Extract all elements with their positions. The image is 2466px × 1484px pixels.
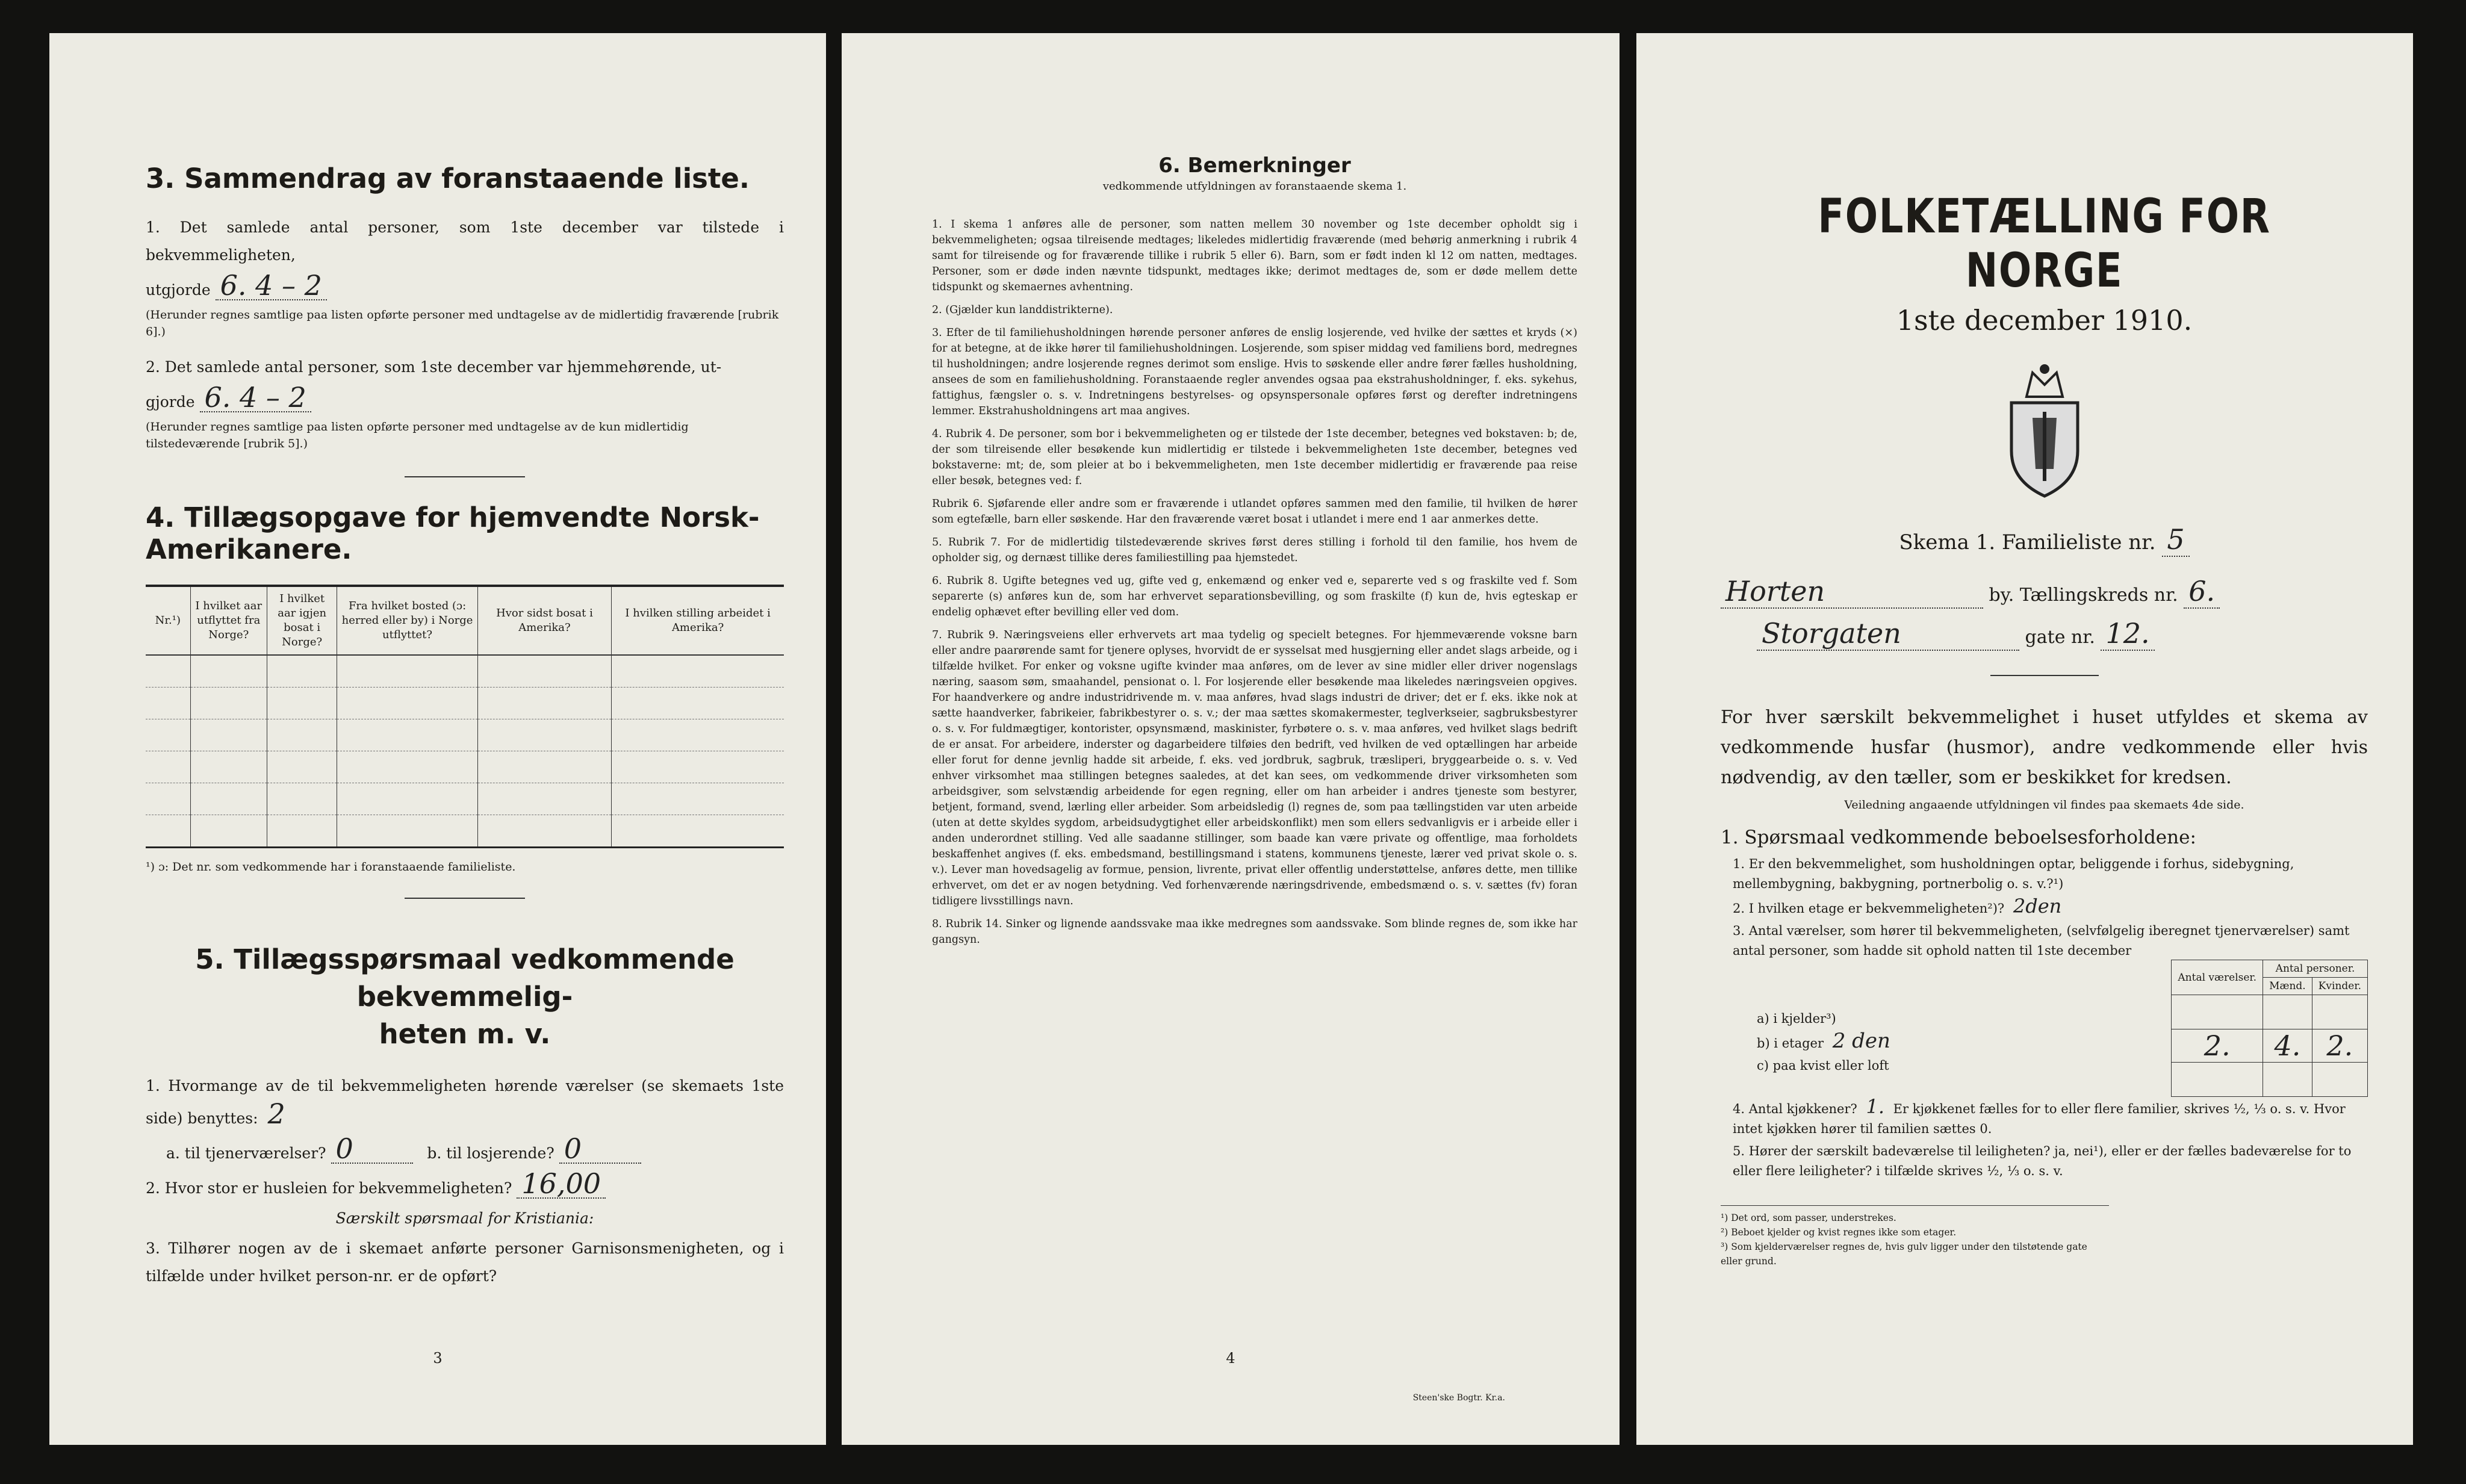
s3-answer-2 xyxy=(146,383,784,416)
remark-4b: Rubrik 6. Sjøfarende eller andre som er fraværende i utlandet opføres sammen med den familie, til hvilken de hører som egtefælle, barn eller søskende. Har den fraværende været bosat i utlandet i mere end 1 aar anmerkes dette. xyxy=(932,498,1577,526)
row-b-label: b) i etager xyxy=(1757,1036,1824,1051)
row-b-handwriting: 2 den xyxy=(1832,1029,1890,1053)
women-header: Kvinder. xyxy=(2312,978,2367,995)
footnote-1: ¹) Det ord, som passer, understrekes. xyxy=(1721,1212,1896,1223)
remark-5: 5. Rubrik 7. For de midlertidig tilstedeværende skrives først deres stilling i forhold til den familie, hos hvem de opholder sig, og dernæst tillike deres familiestilling paa hjemstedet. xyxy=(932,536,1577,564)
page-4 xyxy=(842,33,1620,1445)
s5-question-1ab xyxy=(146,1132,784,1167)
form-date: 1ste december 1910. xyxy=(1896,304,2193,337)
section-5-title-line2: heten m. v. xyxy=(379,1018,551,1050)
s3-note-2: (Herunder regnes samtlige paa listen opførte personer med undtagelse av de kun midlertidig tilstedeværende [rubrik 5].) xyxy=(146,420,689,450)
table-row xyxy=(146,688,784,719)
rooms-value: 2. xyxy=(2172,1029,2263,1063)
persons-header: Antal personer. xyxy=(2263,960,2368,978)
rooms-table xyxy=(2171,960,2368,1097)
section-5-title xyxy=(146,941,784,1053)
s3-answer-1 xyxy=(146,269,784,304)
section-3-title: 3. Sammendrag av foranstaaende liste. xyxy=(146,163,750,194)
q4-rest: Er kjøkkenet fælles for to eller flere familier, skrives ½, ⅓ o. s. v. Hvor intet kjøkken hører til familien sættes 0. xyxy=(1733,1102,2346,1136)
gate-line xyxy=(1721,617,2368,651)
bemerkninger-title: 6. Bemerkninger xyxy=(1158,154,1351,178)
q-2 xyxy=(1733,896,2368,919)
q-5: 5. Hører der særskilt badeværelse til leiligheten? ja, nei¹), eller er der fælles badeværelse for to eller flere leiligheter? i tilfælde skrives ½, ⅓ o. s. v. xyxy=(1733,1144,2352,1178)
s5-q1-handwriting: 2 xyxy=(267,1097,285,1130)
kreds-handwriting: 6. xyxy=(2184,575,2220,609)
s3-q2-handwriting: 6. 4 – 2 xyxy=(200,383,311,412)
s5-q1a-text: a. til tjenerværelser? xyxy=(166,1144,326,1162)
s3-note-1: (Herunder regnes samtlige paa listen opførte personer med undtagelse av de midlertidig fraværende [rubrik 6].) xyxy=(146,308,779,338)
s3-q1-label: utgjorde xyxy=(146,281,211,299)
veiledning: Veiledning angaaende utfyldningen vil findes paa skemaets 4de side. xyxy=(1844,798,2244,812)
skema-line xyxy=(1721,523,2368,557)
divider xyxy=(1990,675,2099,676)
coat-of-arms-icon xyxy=(1999,361,2090,499)
s5-question-2 xyxy=(146,1167,784,1202)
kreds-label: by. Tællingskreds nr. xyxy=(1989,585,2178,606)
remark-3: 3. Efter de til familiehusholdningen hørende personer anføres de enslig losjerende, ved hvilke der sættes et kryds (×) for at betegne, at de ikke hører til familiehusholdningen. Losjerende, som spiser middag ved familiens bord, medregnes til husholdningen; andre losjerende regnes derimot som enslige. Hvis to søskende eller andre fører fælles husholdning, ansees de som en familiehusholdning. Foranstaaende regler anvendes ogsaa paa ekstrahusholdninger, f. eks. sykehus, fattighus, fængsler o. s. v. Indretningens bestyrelses- og opsynspersonale opføres først og derefter indretningens lemmer. Ekstrahusholdningens art maa angives. xyxy=(932,327,1577,417)
q-3: 3. Antal værelser, som hører til bekvemmeligheten, (selvfølgelig iberegnet tjenerværelser) samt antal personer, som hadde sit ophold natten til 1ste december xyxy=(1733,924,2350,958)
table-row xyxy=(146,815,784,848)
rooms-header: Antal værelser. xyxy=(2172,960,2263,995)
women-value: 2. xyxy=(2312,1029,2367,1063)
s5-q2-text: 2. Hvor stor er husleien for bekvemmeligheten? xyxy=(146,1179,512,1197)
table-row xyxy=(146,783,784,815)
remark-6: 6. Rubrik 8. Ugifte betegnes ved ug, gifte ved g, enkemænd og enker ved e, separerte ved s og fraskilte ved f. Som separerte (s) anføres kun de, som har erhvervet separationsbevilling, og som fraskilte (f) kun de, hvis egteskap er endelig ophævet efter bevilling eller ved dom. xyxy=(932,575,1577,618)
table-row xyxy=(146,655,784,688)
table-row xyxy=(146,751,784,783)
q2-text: 2. I hvilken etage er bekvemmeligheten²)? xyxy=(1733,901,2005,916)
s3-question-2: 2. Det samlede antal personer, som 1ste december var hjemmehørende, ut- xyxy=(146,358,722,376)
remark-2: 2. (Gjælder kun landdistrikterne). xyxy=(932,304,1113,316)
q4-handwriting: 1. xyxy=(1866,1095,1884,1118)
questions-heading: 1. Spørsmaal vedkommende beboelsesforholdene: xyxy=(1721,827,2196,848)
gate-handwriting: Storgaten xyxy=(1757,617,2019,651)
col-bosted: Fra hvilket bosted (ɔ: herred eller by) i Norge utflyttet? xyxy=(337,586,477,655)
col-stilling: I hvilken stilling arbeidet i Amerika? xyxy=(612,586,784,655)
familieliste-nr: 5 xyxy=(2162,523,2189,557)
footnotes xyxy=(1721,1205,2109,1268)
row-c: c) paa kvist eller loft xyxy=(1757,1058,1889,1073)
gate-label: gate nr. xyxy=(2025,627,2095,648)
footnote-2: ²) Beboet kjelder og kvist regnes ikke som etager. xyxy=(1721,1227,1957,1238)
q-1: 1. Er den bekvemmelighet, som husholdningen optar, beliggende i forhus, sidebygning, mellembygning, bakbygning, portnerbolig o. s. v.?¹) xyxy=(1733,857,2294,891)
table-row xyxy=(2172,1063,2368,1097)
by-line xyxy=(1721,575,2368,609)
s5-q1a-handwriting: 0 xyxy=(331,1135,413,1164)
remark-4: 4. Rubrik 4. De personer, som bor i bekvemmeligheten og er tilstede der 1ste december, betegnes ved bokstaven: b; de, der som tilreisende eller besøkende kun midlertidig er tilstede i bekvemmeligheten 1ste december, betegnes ved bokstaverne: mt; de, som pleier at bo i bekvemmeligheten, men 1ste december midlertidig er fraværende paa reise eller besøk, betegnes ved: f. xyxy=(932,428,1577,487)
row-a: a) i kjelder³) xyxy=(1757,1011,1836,1026)
s5-question-3: 3. Tilhører nogen av de i skemaet anførte personer Garnisonsmenigheten, og i tilfælde under hvilket person-nr. er de opført? xyxy=(146,1240,784,1285)
section-4-title: 4. Tillægsopgave for hjemvendte Norsk-Amerikanere. xyxy=(146,501,760,565)
page-1 xyxy=(1636,33,2413,1445)
table-row xyxy=(2172,995,2368,1029)
divider xyxy=(405,476,525,477)
col-nr: Nr.¹) xyxy=(146,586,190,655)
col-bosat: I hvilket aar igjen bosat i Norge? xyxy=(267,586,337,655)
norsk-amerikanere-table xyxy=(146,585,784,848)
page-number: 3 xyxy=(433,1350,443,1367)
q-4 xyxy=(1733,1097,2368,1139)
s5-q1b-text: b. til losjerende? xyxy=(427,1144,554,1162)
col-amerika: Hvor sidst bosat i Amerika? xyxy=(477,586,612,655)
men-value: 4. xyxy=(2263,1029,2312,1063)
q2-handwriting: 2den xyxy=(2013,895,2062,917)
kristiania-heading: Særskilt spørsmaal for Kristiania: xyxy=(335,1209,594,1227)
table-footnote: ¹) ɔ: Det nr. som vedkommende har i foranstaaende familieliste. xyxy=(146,860,516,874)
by-handwriting: Horten xyxy=(1721,575,1983,609)
footnote-3: ³) Som kjelderværelser regnes de, hvis gulv ligger under den tilstøtende gate eller grund. xyxy=(1721,1241,2087,1267)
s5-q1b-handwriting: 0 xyxy=(559,1135,641,1164)
remark-7: 7. Rubrik 9. Næringsveiens eller erhvervets art maa tydelig og specielt betegnes. For hjemmeværende voksne barn eller andre paarørende samt for tjenere oplyses, hvorvidt de er sysselsat med husgjerning eller andet slags arbeide, og i tilfælde hvilket. For enker og voksne ugifte kvinder maa anføres, om de lever av sine midler eller driver nogenslags næring, saasom søm, smaahandel, pensionat o. l. For losjerende eller besøkende maa likeledes næringsveien opgives. For haandverkere og andre industridrivende m. v. maa anføres, hvad slags industri de driver; det er f. eks. ikke nok at sætte haandverker, fabrikeier, fabrikbestyrer o. s. v.; der maa sættes skomakermester, teglverkseier, sagbruksbestyrer o. s. v. For fuldmægtiger, kontorister, opsynsmænd, maskinister, fyrbøtere o. s. v. maa anføres, ved hvilket slags bedrift de er ansat. For arbeidere, inderster og dagarbeidere tilføies den bedrift, ved hvilken de ved optællingen har arbeide eller forut for denne jevnlig hadde sit arbeide, f. eks. ved jordbruk, sagbruk, træsliperi, bryggearbeide o. s. v. Ved enhver virksomhet maa stillingen betegnes saaledes, at det kan sees, om vedkommende driver virksomheten som arbeidsgiver, som selvstændig arbeidende for egen regning, eller om han arbeider i andres tjeneste som bestyrer, betjent, formand, svend, lærling eller arbeider. Som arbeidsledig (l) regnes de, som paa tællingstiden var uten arbeide (uten at dette skyldes sygdom, arbeidsudygtighet eller arbeidskonflikt) men som ellers sedvanligvis er i arbeide eller i anden underordnet stilling. Ved alle saadanne stillinger, som baade kan være private og offentlige, maa forholdets beskaffenhet angives (f. eks. embedsmand, bestillingsmand i statens, kommunens tjeneste, lærer ved privat skole o. s. v.). Lever man hovedsagelig av formue, pension, livrente, privat eller offentlig understøttelse, anføres dette, men tillike erhvervet, om det er av nogen betydning. Ved forhenværende næringsdrivende, embedsmænd o. s. v. sættes (fv) foran tidligere livsstillings navn. xyxy=(932,629,1577,907)
divider xyxy=(405,898,525,899)
remark-8: 8. Rubrik 14. Sinker og lignende aandssvake maa ikke medregnes som aandssvake. Som blinde regnes de, som ikke har gangsyn. xyxy=(932,918,1577,946)
section-5-title-line1: 5. Tillægsspørsmaal vedkommende bekvemmelig- xyxy=(195,943,735,1013)
table-row xyxy=(146,719,784,751)
s5-question-1 xyxy=(146,1072,784,1132)
s3-question-1: 1. Det samlede antal personer, som 1ste december var tilstede i bekvemmeligheten, xyxy=(146,219,784,264)
remark-1: 1. I skema 1 anføres alle de personer, som natten mellem 30 november og 1ste december opholdt sig i bekvemmeligheten; ogsaa tilreisende medtages; likeledes midlertidig fraværende (med behørig anmerkning i rubrik 4 samt for tilreisende og for fraværende tillike i rubrik 5 eller 6). Barn, som er født inden kl 12 om natten, medtages. Personer, som er døde inden nævnte tidspunkt, medtages ikke; derimot medtages de, som er døde mellem dette tidspunkt og skemaernes avhentning. xyxy=(932,219,1577,293)
s3-q1-handwriting: 6. 4 – 2 xyxy=(216,272,327,300)
form-title: FOLKETÆLLING FOR NORGE xyxy=(1818,190,2271,298)
skema-label: Skema 1. Familieliste nr. xyxy=(1899,530,2156,554)
gatenr-handwriting: 12. xyxy=(2101,617,2154,651)
s5-q1-text: 1. Hvormange av de til bekvemmeligheten hørende værelser (se skemaets 1ste side) benyttes: xyxy=(146,1077,784,1127)
page-3 xyxy=(49,33,826,1445)
intro-text: For hver særskilt bekvemmelighet i huset utfyldes et skema av vedkommende husfar (husmor), andre vedkommende eller hvis nødvendig, av den tæller, som er beskikket for kredsen. xyxy=(1721,707,2368,788)
s3-q2-label: gjorde xyxy=(146,393,195,411)
q4-text: 4. Antal kjøkkener? xyxy=(1733,1102,1857,1116)
page-number: 4 xyxy=(1226,1350,1235,1367)
bemerkninger-subtitle: vedkommende utfyldningen av foranstaaende skema 1. xyxy=(1102,180,1407,193)
col-utflyttet: I hvilket aar utflyttet fra Norge? xyxy=(190,586,267,655)
s5-q2-handwriting: 16,00 xyxy=(517,1170,606,1199)
printer-mark: Steen'ske Bogtr. Kr.a. xyxy=(1412,1393,1505,1403)
men-header: Mænd. xyxy=(2263,978,2312,995)
table-row xyxy=(2172,1029,2368,1063)
